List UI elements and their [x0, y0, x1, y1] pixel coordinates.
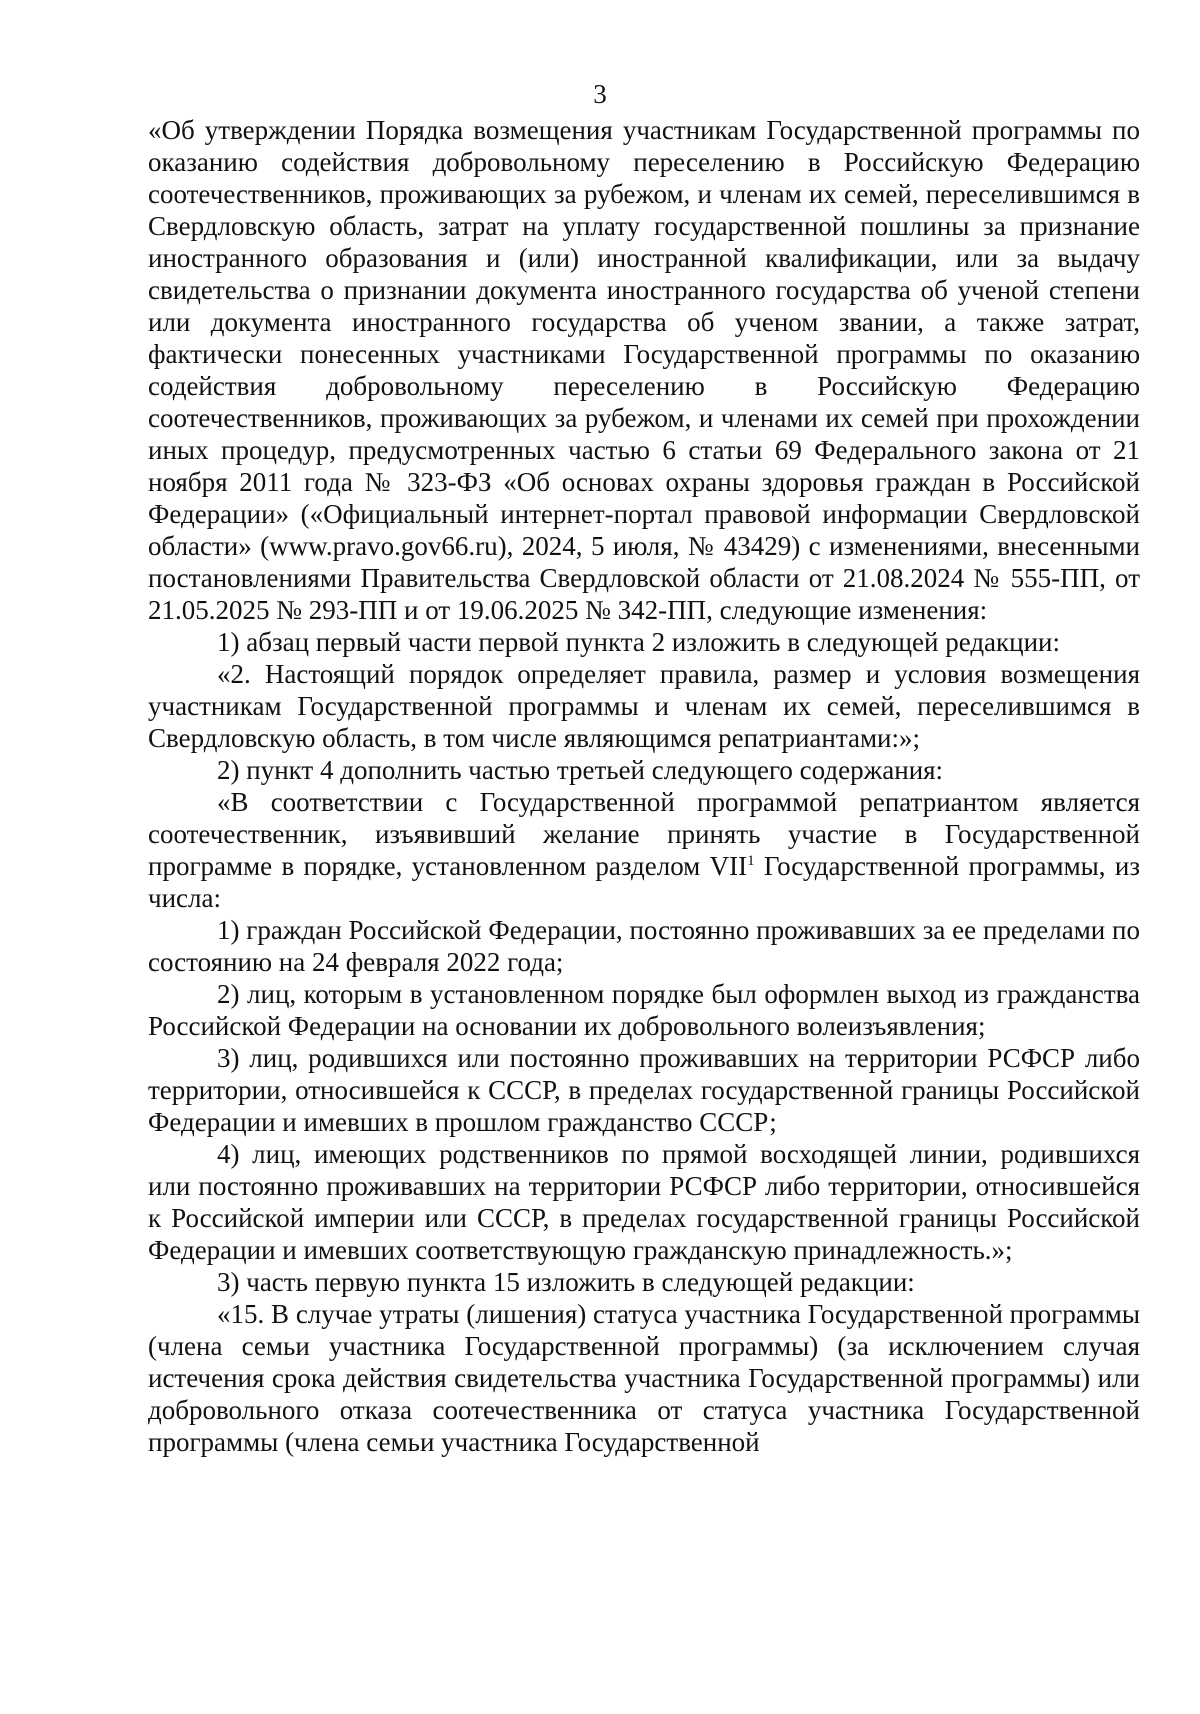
section-superscript: 1	[747, 853, 755, 869]
amendment-item-1-text: «2. Настоящий порядок определяет правила, размер и условия возмещения участникам Государственной программы и членам их семей, переселившимся в Свердловскую область, в том числе являющимся репатриантами:»;	[148, 659, 1140, 753]
amendment-item-2-text	[148, 786, 1140, 914]
repatriate-category-4: 4) лиц, имеющих родственников по прямой восходящей линии, родившихся или постоянно проживавших на территории РСФСР либо территории, относившейся к Российской империи или СССР, в пределах государственной границы Российской Федерации и имевших соответствующую гражданскую принадлежность.»;	[148, 1139, 1140, 1265]
intro-paragraph: «Об утверждении Порядка возмещения участникам Государственной программы по оказанию содействия добровольному переселению в Российскую Федерацию соотечественников, проживающих за рубежом, и членам их семей, переселившимся в Свердловскую область, затрат на уплату государственной пошлины за признание иностранного образования и (или) иностранной квалификации, или за выдачу свидетельства о признании документа иностранного государства об ученой степени или документа иностранного государства об ученом звании, а также затрат, фактически понесенных участниками Государственной программы по оказанию содействия добровольному переселению в Российскую Федерацию соотечественников, проживающих за рубежом, и членами их семей при прохождении иных процедур, предусмотренных частью 6 статьи 69 Федерального закона от 21 ноября 2011 года № 323-ФЗ «Об основах охраны здоровья граждан в Российской Федерации» («Официальный интернет-портал правовой информации Свердловской области» (www.pravo.gov66.ru), 2024, 5 июля, № 43429) с изменениями, внесенными постановлениями Правительства Свердловской области от 21.08.2024 № 555-ПП, от 21.05.2025 № 293-ПП и от 19.06.2025 № 342-ПП, следующие изменения:	[148, 115, 1140, 625]
amendment-item-2: 2) пункт 4 дополнить частью третьей следующего содержания:	[217, 755, 944, 785]
amendment-item-3: 3) часть первую пункта 15 изложить в следующей редакции:	[217, 1267, 915, 1297]
page-number: 3	[593, 79, 607, 109]
document-body	[148, 114, 1140, 1458]
amendment-item-3-text: «15. В случае утраты (лишения) статуса участника Государственной программы (члена семьи участника Государственной программы) (за исключением случая истечения срока действия свидетельства участника Государственной программы) или добровольного отказа соотечественника от статуса участника Государственной программы (члена семьи участника Государственной	[148, 1299, 1140, 1457]
amendment-item-2-text-start: «В соответствии с Государственной программой репатриантом является соотечественник, изъявивший желание принять участие в Государственной программе в порядке, установленном разделом VII	[148, 787, 1140, 881]
amendment-item-1: 1) абзац первый части первой пункта 2 изложить в следующей редакции:	[217, 627, 1061, 657]
repatriate-category-3: 3) лиц, родившихся или постоянно проживавших на территории РСФСР либо территории, относившейся к СССР, в пределах государственной границы Российской Федерации и имевших в прошлом гражданство СССР;	[148, 1043, 1140, 1137]
amendment-item-2-text-end: Государственной программы, из числа:	[148, 851, 1140, 913]
repatriate-category-2: 2) лиц, которым в установленном порядке был оформлен выход из гражданства Российской Федерации на основании их добровольного волеизъявления;	[148, 979, 1140, 1041]
repatriate-category-1: 1) граждан Российской Федерации, постоянно проживавших за ее пределами по состоянию на 24 февраля 2022 года;	[148, 915, 1140, 977]
